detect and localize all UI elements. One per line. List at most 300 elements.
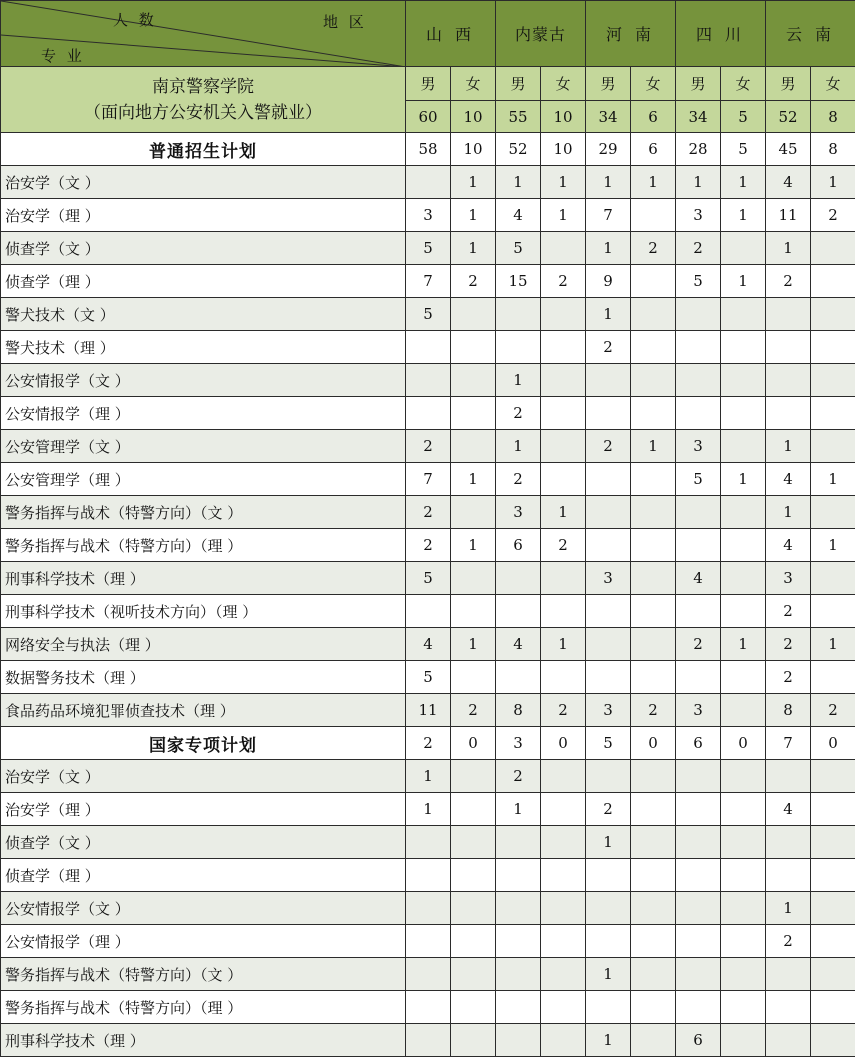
quota-cell [496, 331, 541, 364]
major-name: 治安学（理 ） [1, 199, 406, 232]
quota-cell [811, 364, 855, 397]
quota-cell: 4 [496, 199, 541, 232]
table-row [1, 826, 855, 859]
quota-cell: 6 [676, 1024, 721, 1057]
quota-cell [406, 925, 451, 958]
quota-cell: 1 [586, 232, 631, 265]
grand-total-cell: 10 [541, 101, 586, 133]
quota-cell: 2 [406, 529, 451, 562]
major-name: 治安学（理 ） [1, 793, 406, 826]
quota-cell [721, 331, 766, 364]
quota-cell [496, 826, 541, 859]
quota-cell [451, 496, 496, 529]
quota-cell: 1 [721, 463, 766, 496]
quota-cell: 2 [406, 496, 451, 529]
quota-cell [451, 991, 496, 1024]
quota-cell [631, 595, 676, 628]
quota-cell: 2 [541, 694, 586, 727]
quota-cell [721, 595, 766, 628]
table-row [1, 958, 855, 991]
quota-cell: 5 [406, 232, 451, 265]
table-row [1, 892, 855, 925]
quota-cell [676, 793, 721, 826]
quota-cell [586, 397, 631, 430]
province-header-neimenggu: 内蒙古 [496, 1, 586, 67]
quota-cell: 1 [721, 628, 766, 661]
quota-cell [766, 826, 811, 859]
quota-cell [631, 331, 676, 364]
quota-cell: 2 [631, 232, 676, 265]
quota-cell [721, 562, 766, 595]
quota-cell [451, 760, 496, 793]
quota-cell: 4 [676, 562, 721, 595]
quota-cell [406, 397, 451, 430]
quota-cell [811, 826, 855, 859]
quota-cell [451, 925, 496, 958]
quota-cell [586, 859, 631, 892]
section-total-cell: 3 [496, 727, 541, 760]
quota-cell [721, 958, 766, 991]
quota-cell [406, 958, 451, 991]
section-total-cell: 29 [586, 133, 631, 166]
quota-cell [541, 463, 586, 496]
quota-cell [721, 991, 766, 1024]
quota-cell [721, 892, 766, 925]
quota-cell [766, 397, 811, 430]
major-name: 警犬技术（文 ） [1, 298, 406, 331]
quota-cell [811, 265, 855, 298]
quota-cell [721, 364, 766, 397]
quota-cell [406, 859, 451, 892]
quota-cell: 1 [811, 628, 855, 661]
gender-header: 女 [541, 67, 586, 101]
section-total-cell: 45 [766, 133, 811, 166]
quota-cell: 3 [406, 199, 451, 232]
quota-cell [811, 991, 855, 1024]
major-name: 治安学（文 ） [1, 166, 406, 199]
quota-cell [541, 793, 586, 826]
quota-cell [541, 661, 586, 694]
quota-cell [451, 364, 496, 397]
quota-cell [676, 958, 721, 991]
quota-cell: 2 [766, 265, 811, 298]
quota-cell: 4 [766, 166, 811, 199]
quota-cell [406, 166, 451, 199]
quota-cell [586, 463, 631, 496]
quota-cell [406, 991, 451, 1024]
quota-cell: 1 [496, 166, 541, 199]
quota-cell [721, 694, 766, 727]
quota-cell [721, 232, 766, 265]
major-name: 公安管理学（理 ） [1, 463, 406, 496]
quota-cell [406, 364, 451, 397]
quota-cell [451, 892, 496, 925]
grand-total-cell: 52 [766, 101, 811, 133]
section-total-cell: 28 [676, 133, 721, 166]
quota-cell: 2 [451, 265, 496, 298]
section-total-cell: 8 [811, 133, 855, 166]
quota-cell: 3 [586, 562, 631, 595]
major-name: 公安情报学（文 ） [1, 892, 406, 925]
quota-cell [811, 859, 855, 892]
grand-total-cell: 10 [451, 101, 496, 133]
quota-cell [406, 1024, 451, 1057]
quota-cell: 2 [541, 265, 586, 298]
grand-total-cell: 6 [631, 101, 676, 133]
quota-cell [541, 760, 586, 793]
quota-cell: 2 [496, 463, 541, 496]
quota-cell [541, 364, 586, 397]
quota-cell [766, 859, 811, 892]
quota-cell: 4 [406, 628, 451, 661]
quota-cell: 7 [406, 265, 451, 298]
quota-cell: 4 [766, 463, 811, 496]
quota-cell: 5 [406, 661, 451, 694]
quota-cell: 2 [676, 628, 721, 661]
quota-cell [631, 760, 676, 793]
quota-cell [631, 562, 676, 595]
quota-cell [676, 529, 721, 562]
quota-cell [811, 331, 855, 364]
quota-cell [586, 661, 631, 694]
grand-total-cell: 34 [676, 101, 721, 133]
quota-cell: 1 [766, 496, 811, 529]
quota-cell [811, 496, 855, 529]
quota-cell [811, 760, 855, 793]
table-row [1, 595, 855, 628]
quota-cell [496, 925, 541, 958]
quota-cell: 2 [676, 232, 721, 265]
quota-cell [496, 562, 541, 595]
quota-cell [631, 628, 676, 661]
section-total-cell: 0 [541, 727, 586, 760]
quota-cell: 9 [586, 265, 631, 298]
quota-cell: 1 [541, 166, 586, 199]
quota-cell: 1 [586, 1024, 631, 1057]
quota-cell [811, 430, 855, 463]
quota-cell [631, 199, 676, 232]
quota-cell [541, 232, 586, 265]
quota-cell: 2 [496, 760, 541, 793]
quota-cell [496, 859, 541, 892]
section-total-cell: 0 [811, 727, 855, 760]
quota-cell: 3 [676, 430, 721, 463]
quota-cell [541, 397, 586, 430]
quota-cell: 8 [496, 694, 541, 727]
major-name: 警务指挥与战术（特警方向）（理 ） [1, 529, 406, 562]
section-total-cell: 0 [721, 727, 766, 760]
quota-cell: 5 [676, 265, 721, 298]
major-name: 刑事科学技术（视听技术方向）（理 ） [1, 595, 406, 628]
quota-cell: 1 [406, 760, 451, 793]
quota-cell [766, 298, 811, 331]
quota-cell: 15 [496, 265, 541, 298]
quota-cell [496, 298, 541, 331]
quota-cell [631, 892, 676, 925]
quota-cell [586, 925, 631, 958]
table-row [1, 232, 855, 265]
quota-cell [406, 595, 451, 628]
table-row [1, 199, 855, 232]
quota-cell: 2 [811, 694, 855, 727]
quota-cell: 2 [451, 694, 496, 727]
table-row [1, 562, 855, 595]
quota-cell [766, 991, 811, 1024]
quota-cell [451, 298, 496, 331]
province-header-sichuan: 四 川 [676, 1, 766, 67]
major-name: 公安情报学（理 ） [1, 397, 406, 430]
table-row [1, 529, 855, 562]
quota-cell [631, 496, 676, 529]
quota-cell [541, 892, 586, 925]
quota-cell: 2 [766, 661, 811, 694]
quota-cell: 3 [496, 496, 541, 529]
quota-cell: 1 [766, 232, 811, 265]
quota-cell [541, 1024, 586, 1057]
quota-cell: 2 [541, 529, 586, 562]
table-row [1, 166, 855, 199]
quota-cell: 1 [541, 496, 586, 529]
quota-cell [451, 331, 496, 364]
quota-cell [541, 925, 586, 958]
quota-cell [811, 595, 855, 628]
quota-cell: 3 [766, 562, 811, 595]
quota-cell: 4 [766, 793, 811, 826]
quota-cell: 7 [406, 463, 451, 496]
quota-cell: 2 [586, 331, 631, 364]
table-row [1, 1024, 855, 1057]
section-total-cell: 6 [631, 133, 676, 166]
section-total-cell: 0 [631, 727, 676, 760]
quota-cell: 1 [631, 166, 676, 199]
section-total-cell: 52 [496, 133, 541, 166]
quota-cell [766, 1024, 811, 1057]
quota-cell [676, 496, 721, 529]
quota-cell [541, 826, 586, 859]
major-name: 警犬技术（理 ） [1, 331, 406, 364]
quota-cell [721, 859, 766, 892]
quota-cell [541, 859, 586, 892]
major-name: 刑事科学技术（理 ） [1, 1024, 406, 1057]
quota-cell: 5 [496, 232, 541, 265]
quota-cell [631, 661, 676, 694]
table-row [1, 463, 855, 496]
major-name: 侦查学（理 ） [1, 265, 406, 298]
section-header-row [1, 133, 855, 166]
table-row [1, 793, 855, 826]
quota-cell [406, 826, 451, 859]
quota-cell [721, 760, 766, 793]
quota-cell [631, 298, 676, 331]
quota-cell [811, 661, 855, 694]
quota-cell [541, 562, 586, 595]
quota-cell: 1 [541, 628, 586, 661]
quota-cell: 1 [631, 430, 676, 463]
quota-cell [721, 496, 766, 529]
quota-cell: 1 [451, 628, 496, 661]
quota-cell: 1 [721, 199, 766, 232]
quota-cell: 4 [496, 628, 541, 661]
grand-total-cell: 8 [811, 101, 855, 133]
quota-cell: 2 [766, 628, 811, 661]
quota-cell: 2 [586, 430, 631, 463]
quota-cell: 2 [766, 925, 811, 958]
province-header-shanxi: 山 西 [406, 1, 496, 67]
quota-cell [811, 298, 855, 331]
quota-cell: 8 [766, 694, 811, 727]
quota-cell [811, 925, 855, 958]
section-title: 普通招生计划 [1, 133, 406, 166]
quota-cell: 11 [766, 199, 811, 232]
quota-cell [721, 529, 766, 562]
quota-cell [631, 265, 676, 298]
section-total-cell: 5 [586, 727, 631, 760]
quota-cell [676, 760, 721, 793]
quota-cell: 1 [586, 826, 631, 859]
quota-cell: 1 [496, 793, 541, 826]
gender-header: 女 [451, 67, 496, 101]
quota-cell [586, 628, 631, 661]
quota-cell [721, 661, 766, 694]
quota-cell [586, 760, 631, 793]
quota-cell: 11 [406, 694, 451, 727]
quota-cell [676, 397, 721, 430]
quota-cell [721, 793, 766, 826]
quota-cell: 1 [451, 529, 496, 562]
quota-cell [586, 595, 631, 628]
section-total-cell: 2 [406, 727, 451, 760]
quota-cell [676, 991, 721, 1024]
quota-cell [631, 859, 676, 892]
quota-cell [631, 463, 676, 496]
quota-cell: 3 [676, 694, 721, 727]
table-row [1, 925, 855, 958]
quota-cell: 1 [451, 199, 496, 232]
quota-cell [631, 364, 676, 397]
quota-cell [676, 826, 721, 859]
quota-cell: 1 [586, 166, 631, 199]
quota-cell [451, 826, 496, 859]
quota-cell: 1 [721, 166, 766, 199]
quota-cell [541, 331, 586, 364]
quota-cell [676, 364, 721, 397]
quota-cell: 1 [541, 199, 586, 232]
table-row [1, 628, 855, 661]
quota-cell [676, 925, 721, 958]
quota-cell [496, 958, 541, 991]
quota-cell [451, 859, 496, 892]
quota-cell: 1 [586, 298, 631, 331]
quota-cell [451, 661, 496, 694]
quota-cell: 4 [766, 529, 811, 562]
quota-cell [451, 397, 496, 430]
grand-total-cell: 60 [406, 101, 451, 133]
major-name: 数据警务技术（理 ） [1, 661, 406, 694]
table-row [1, 265, 855, 298]
quota-cell: 2 [496, 397, 541, 430]
gender-header: 男 [406, 67, 451, 101]
corner-header-cell [1, 1, 406, 67]
grand-total-cell: 55 [496, 101, 541, 133]
table-row [1, 430, 855, 463]
quota-cell [541, 595, 586, 628]
gender-header: 男 [676, 67, 721, 101]
quota-cell: 5 [676, 463, 721, 496]
quota-cell [496, 991, 541, 1024]
grand-total-cell: 5 [721, 101, 766, 133]
table-row [1, 496, 855, 529]
corner-label-people: 人 数 [113, 9, 157, 30]
gender-header: 男 [496, 67, 541, 101]
table-row [1, 331, 855, 364]
quota-cell: 1 [811, 463, 855, 496]
quota-cell: 1 [811, 529, 855, 562]
quota-cell [766, 958, 811, 991]
table-row [1, 859, 855, 892]
table-row [1, 298, 855, 331]
quota-cell: 3 [676, 199, 721, 232]
quota-cell [451, 958, 496, 991]
quota-cell [496, 595, 541, 628]
quota-cell [586, 364, 631, 397]
gender-header: 女 [721, 67, 766, 101]
quota-cell [631, 925, 676, 958]
quota-cell [496, 1024, 541, 1057]
major-name: 刑事科学技术（理 ） [1, 562, 406, 595]
quota-cell [496, 661, 541, 694]
school-name: 南京警察学院 [1, 74, 405, 100]
quota-cell [541, 298, 586, 331]
grand-total-cell: 34 [586, 101, 631, 133]
quota-cell: 2 [811, 199, 855, 232]
quota-cell: 1 [721, 265, 766, 298]
quota-cell: 1 [766, 430, 811, 463]
gender-header: 女 [631, 67, 676, 101]
quota-cell [766, 364, 811, 397]
table-row [1, 661, 855, 694]
quota-cell [631, 1024, 676, 1057]
major-name: 治安学（文 ） [1, 760, 406, 793]
quota-cell [811, 958, 855, 991]
quota-cell [451, 562, 496, 595]
quota-cell [721, 925, 766, 958]
major-name: 公安情报学（理 ） [1, 925, 406, 958]
major-name: 警务指挥与战术（特警方向）（理 ） [1, 991, 406, 1024]
quota-cell [721, 1024, 766, 1057]
quota-cell [406, 892, 451, 925]
quota-cell: 2 [406, 430, 451, 463]
major-name: 公安情报学（文 ） [1, 364, 406, 397]
major-name: 侦查学（理 ） [1, 859, 406, 892]
quota-cell [451, 1024, 496, 1057]
table-row [1, 364, 855, 397]
quota-cell [811, 892, 855, 925]
quota-cell [631, 793, 676, 826]
quota-cell: 1 [496, 364, 541, 397]
corner-label-region: 地 区 [323, 11, 367, 32]
major-name: 网络安全与执法（理 ） [1, 628, 406, 661]
quota-cell [631, 529, 676, 562]
quota-cell: 1 [586, 958, 631, 991]
quota-cell [451, 793, 496, 826]
section-title: 国家专项计划 [1, 727, 406, 760]
quota-cell [766, 760, 811, 793]
quota-cell [586, 529, 631, 562]
quota-cell: 2 [586, 793, 631, 826]
quota-cell [541, 430, 586, 463]
quota-cell [676, 892, 721, 925]
quota-cell [766, 331, 811, 364]
